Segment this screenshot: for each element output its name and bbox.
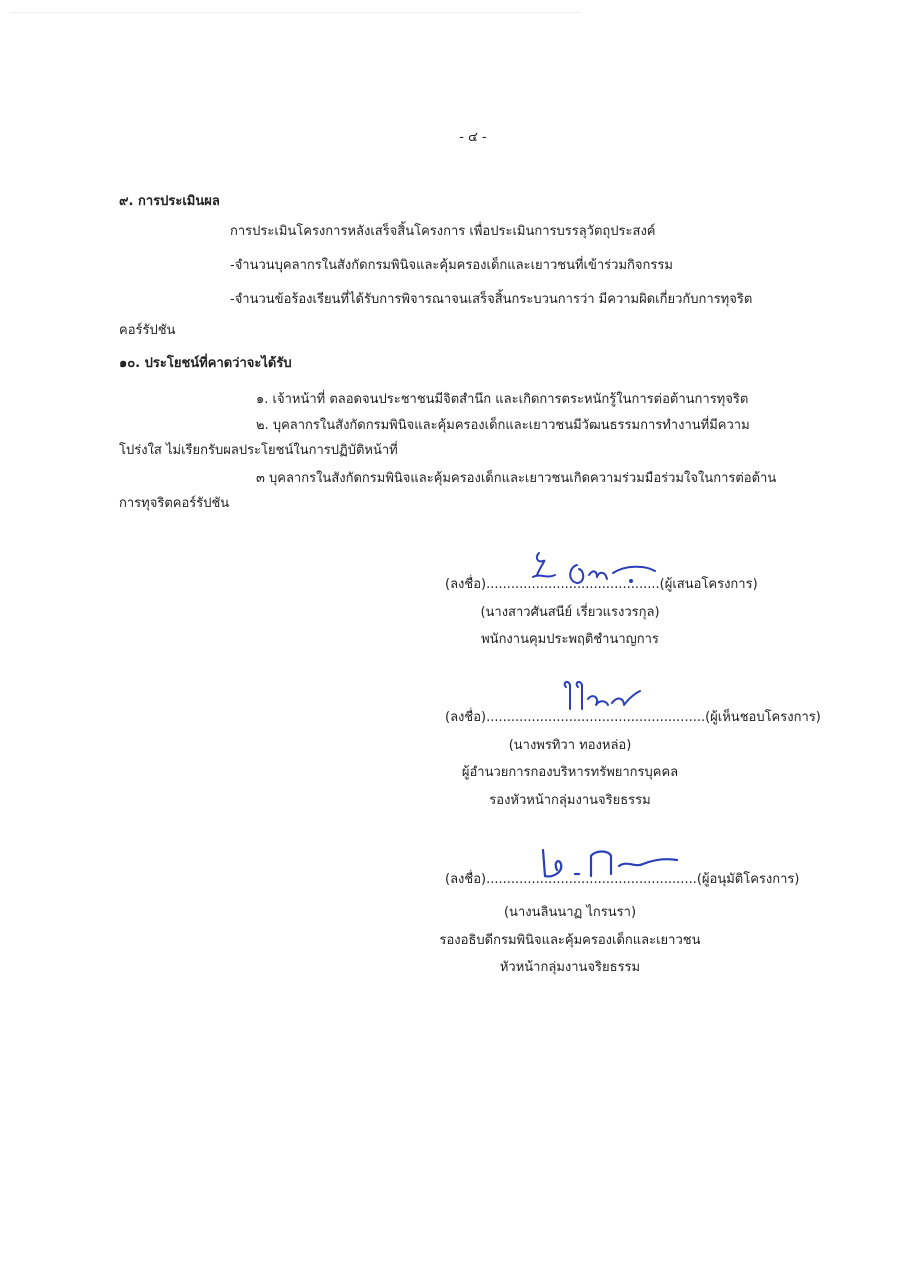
section-9-intro: การประเมินโครงการหลังเสร็จสิ้นโครงการ เพื่อประเมินการบรรลุวัตถุประสงค์ [230,224,656,239]
signature-1-position: พนักงานคุมประพฤติชำนาญการ [481,632,659,647]
section-10-heading: ๑๐. ประโยชน์ที่คาดว่าจะได้รับ [119,356,292,371]
benefit-3-cont: การทุจริตคอร์รัปชัน [119,496,230,511]
section-9-heading: ๙. การประเมินผล [119,194,220,209]
scan-edge-line [10,12,580,13]
benefit-3: ๓ บุคลากรในสังกัดกรมพินิจและคุ้มครองเด็กและเยาวชนเกิดความร่วมมือร่วมใจในการต่อต้าน [256,471,777,486]
signature-1-name: (นางสาวศันสนีย์ เรี่ยวแรงวรกุล) [480,605,660,620]
signature-3-position: รองอธิบดีกรมพินิจและคุ้มครองเด็กและเยาวชน [439,933,701,948]
section-9-item-1: -จำนวนบุคลากรในสังกัดกรมพินิจและคุ้มครองเด็กและเยาวชนที่เข้าร่วมกิจกรรม [230,258,673,273]
page-number: - ๔ - [459,130,487,145]
signature-2-position: ผู้อำนวยการกองบริหารทรัพยากรบุคคล [461,765,679,780]
signature-3-name: (นางนลินนาฏ ไกรนรา) [503,905,637,920]
benefit-2-cont: โปร่งใส ไม่เรียกรับผลประโยชน์ในการปฏิบัติหน้าที่ [119,443,398,458]
benefit-1: ๑. เจ้าหน้าที่ ตลอดจนประชาชนมีจิตสำนึก และเกิดการตระหนักรู้ในการต่อต้านการทุจริต [256,392,749,407]
benefit-2: ๒. บุคลากรในสังกัดกรมพินิจและคุ้มครองเด็กและเยาวชนมีวัฒนธรรมการทำงานที่มีความ [256,418,750,433]
section-9-item-2: -จำนวนข้อร้องเรียนที่ได้รับการพิจารณาจนเสร็จสิ้นกระบวนการว่า มีความผิดเกี่ยวกับการทุจริต [230,292,753,307]
signature-2-role: รองหัวหน้ากลุ่มงานจริยธรรม [489,793,651,808]
signature-2-line: (ลงชื่อ).....................................................(ผู้เห็นชอบโครงการ) [445,710,821,725]
section-9-item-2-cont: คอร์รัปชัน [119,323,176,338]
signature-3-role: หัวหน้ากลุ่มงานจริยธรรม [499,960,641,975]
signature-1-line: (ลงชื่อ)..........................................(ผู้เสนอโครงการ) [445,577,758,592]
signature-3-line: (ลงชื่อ)...................................................(ผู้อนุมัติโครงการ) [445,872,800,887]
signature-2-name: (นางพรทิวา ทองหล่อ) [508,738,632,753]
